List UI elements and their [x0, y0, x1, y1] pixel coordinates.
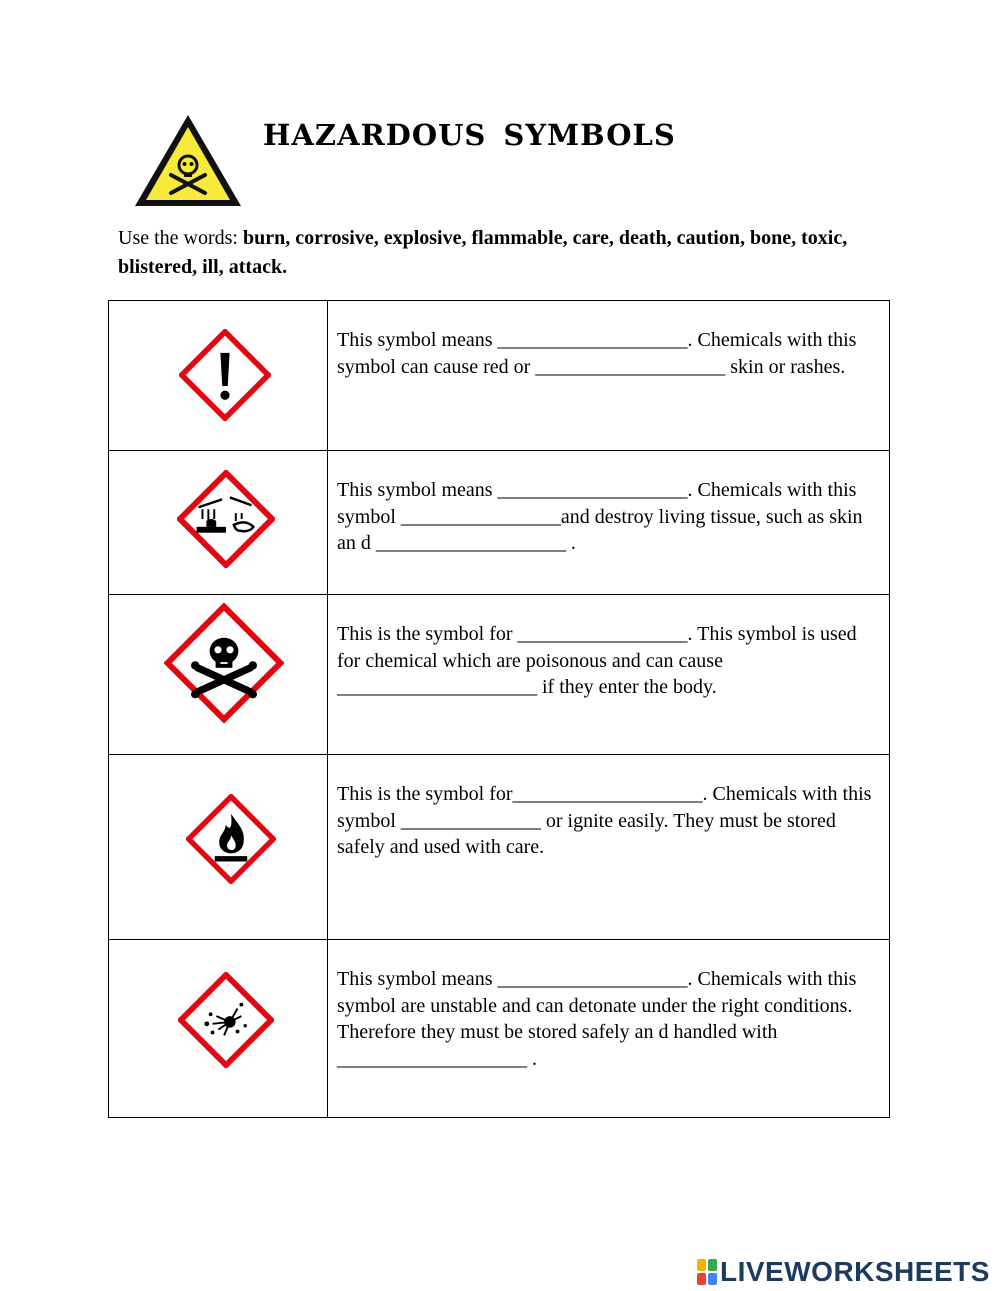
table-row: [109, 755, 890, 940]
logo-block: [708, 1259, 717, 1271]
symbol-cell: [109, 301, 328, 451]
table-row: [109, 940, 890, 1118]
description-cell: This symbol means ___________________. Chemicals with this symbol are unstable and can detonate under the right conditions. Therefore they must be stored safely an d handled with ___________________ .: [328, 940, 890, 1118]
symbol-cell: [109, 755, 328, 940]
description-cell: This symbol means ___________________. Chemicals with this symbol ________________and destroy living tissue, such as skin an d ___________________ .: [328, 451, 890, 595]
skull-crossbones-pictogram-icon: [164, 603, 284, 723]
instructions: [118, 224, 878, 282]
logo-block: [708, 1273, 717, 1285]
liveworksheets-logo-icon: [697, 1259, 717, 1285]
description-cell: This is the symbol for___________________. Chemicals with this symbol ______________ or ignite easily. They must be stored safely and used with care.: [328, 755, 890, 940]
logo-block: [697, 1273, 706, 1285]
liveworksheets-logo: [697, 1256, 990, 1288]
logo-block: [697, 1259, 706, 1271]
page-title: HAZARDOUS SYMBOLS: [263, 118, 676, 152]
instructions-prefix: Use the words:: [118, 227, 243, 249]
symbol-cell: [109, 595, 328, 755]
exclamation-mark-pictogram-icon: [179, 329, 271, 421]
description-cell: This symbol means ___________________. Chemicals with this symbol can cause red or ___________________ skin or rashes.: [328, 301, 890, 451]
table-row: [109, 595, 890, 755]
symbol-cell: [109, 940, 328, 1118]
toxic-warning-triangle-icon: [133, 113, 243, 208]
hazard-table: [108, 300, 890, 1118]
table-row: [109, 301, 890, 451]
word-bank: burn, corrosive, explosive, flammable, care, death, caution, bone, toxic, blistered, ill, attack.: [118, 227, 848, 278]
corrosion-pictogram-icon: [177, 470, 275, 568]
logo-text: LIVEWORKSHEETS: [720, 1256, 990, 1287]
exploding-bomb-pictogram-icon: [178, 972, 274, 1068]
flame-pictogram-icon: [186, 794, 276, 884]
symbol-cell: [109, 451, 328, 595]
table-row: [109, 451, 890, 595]
description-cell: This is the symbol for _________________. This symbol is used for chemical which are poisonous and can cause ____________________ if they enter the body.: [328, 595, 890, 755]
